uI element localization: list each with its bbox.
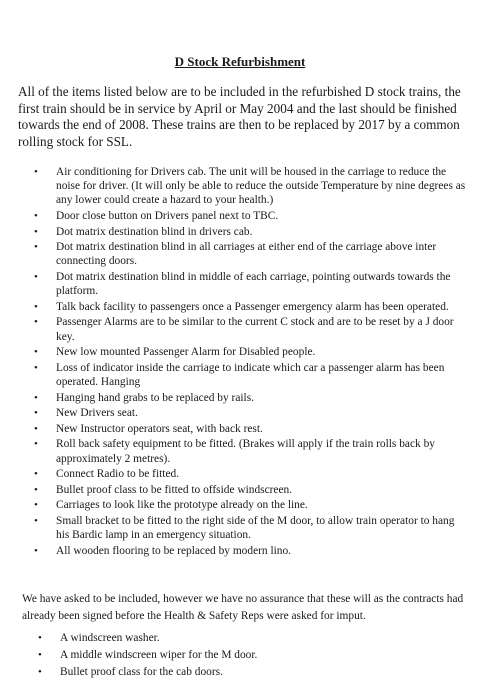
list-item [34, 422, 468, 436]
bullet-icon: • [34, 210, 38, 222]
list-item-text: New Drivers seat. [56, 407, 138, 420]
list-item [34, 467, 468, 481]
list-item-text: Bullet proof class to be fitted to offside windscreen. [56, 483, 293, 496]
list-item [38, 631, 458, 646]
list-item-text: Bullet proof class for the cab doors. [60, 665, 223, 678]
list-item-text: A middle windscreen wiper for the M door. [60, 648, 258, 661]
list-item [34, 300, 468, 314]
bullet-icon: • [34, 468, 38, 481]
list-item-text: Talk back facility to passengers once a Passenger emergency alarm has been operated. [56, 300, 449, 313]
list-item-text: Small bracket to be fitted to the right side of the M door, to allow train operator to hang his Bardic lamp in an emergency situation. [56, 514, 455, 542]
bullet-icon: • [34, 361, 38, 374]
list-item-text: A windscreen washer. [60, 632, 160, 644]
list-item [34, 240, 468, 268]
list-item [34, 391, 468, 405]
list-item [34, 498, 468, 512]
document-title: D Stock Refurbishment [174, 54, 306, 69]
bullet-icon: • [34, 544, 38, 557]
list-item-text: Door close button on Drivers panel next to TBC. [56, 210, 279, 222]
list-item-text: New low mounted Passenger Alarm for Disabled people. [56, 346, 316, 359]
list-item-text: Loss of indicator inside the carriage to indicate which car a passenger alarm has been operated. Hanging [56, 361, 445, 388]
list-item [34, 514, 468, 542]
list-item [34, 209, 468, 223]
list-item [34, 406, 468, 420]
list-item-text: New Instructor operators seat, with back rest. [56, 422, 263, 435]
bullet-icon: • [34, 499, 38, 512]
list-item-text: Roll back safety equipment to be fitted. (Brakes will apply if the train rolls back by approximately 2 metres). [56, 438, 435, 465]
bullet-icon: • [34, 422, 38, 435]
bullet-icon: • [34, 438, 38, 451]
list-item [38, 665, 458, 680]
list-item-text: Carriages to look like the prototype already on the line. [56, 499, 308, 512]
list-item-text: Air conditioning for Drivers cab. The unit will be housed in the carriage to reduce the noise for driver. (It will only be able to reduce the outside Temperature by nine degrees as any lower could create a hazard to your health.) [56, 166, 466, 207]
bullet-icon: • [34, 483, 38, 496]
bullet-icon: • [34, 166, 38, 178]
list-item-text: Connect Radio to be fitted. [56, 468, 180, 481]
bullet-icon: • [34, 346, 38, 359]
list-item [34, 437, 468, 465]
bullet-icon: • [38, 648, 42, 661]
bullet-icon: • [34, 270, 38, 283]
bullet-icon: • [34, 514, 38, 527]
list-item-text: All wooden flooring to be replaced by modern lino. [56, 544, 292, 557]
list-item [34, 483, 468, 497]
list-item [34, 270, 468, 298]
note-paragraph: We have asked to be included, however we have no assurance that these will as the contracts had already been signed before the Health & Safety Reps were asked for imput. [22, 593, 464, 622]
list-item [34, 345, 468, 359]
list-item [34, 315, 468, 343]
list-item [34, 225, 468, 239]
list-item-text: Dot matrix destination blind in drivers cab. [56, 225, 253, 238]
bullet-icon: • [38, 665, 42, 678]
bullet-icon: • [34, 407, 38, 420]
list-item [34, 165, 468, 208]
list-item-text: Dot matrix destination blind in all carriages at either end of the carriage above inter connecting doors. [56, 241, 437, 268]
list-item [38, 648, 458, 663]
requested-items-list [38, 631, 458, 681]
bullet-icon: • [34, 316, 38, 329]
list-item-text: Passenger Alarms are to be similar to the current C stock and are to be reset by a J door key. [56, 316, 454, 343]
bullet-icon: • [34, 391, 38, 404]
list-item [34, 361, 468, 389]
refurbishment-items-list [34, 165, 468, 559]
bullet-icon: • [34, 241, 38, 254]
bullet-icon: • [34, 225, 38, 238]
intro-paragraph: All of the items listed below are to be included in the refurbished D stock trains, the first train should be in service by April or May 2004 and the last should be finished towards the end of 2008. These trains are then to be replaced by 2017 by a common rolling stock for SSL. [18, 84, 461, 149]
bullet-icon: • [34, 300, 38, 313]
bullet-icon: • [38, 632, 42, 644]
list-item [34, 544, 468, 558]
list-item-text: Hanging hand grabs to be replaced by rails. [56, 391, 255, 404]
list-item-text: Dot matrix destination blind in middle of each carriage, pointing outwards towards the platform. [56, 270, 451, 298]
